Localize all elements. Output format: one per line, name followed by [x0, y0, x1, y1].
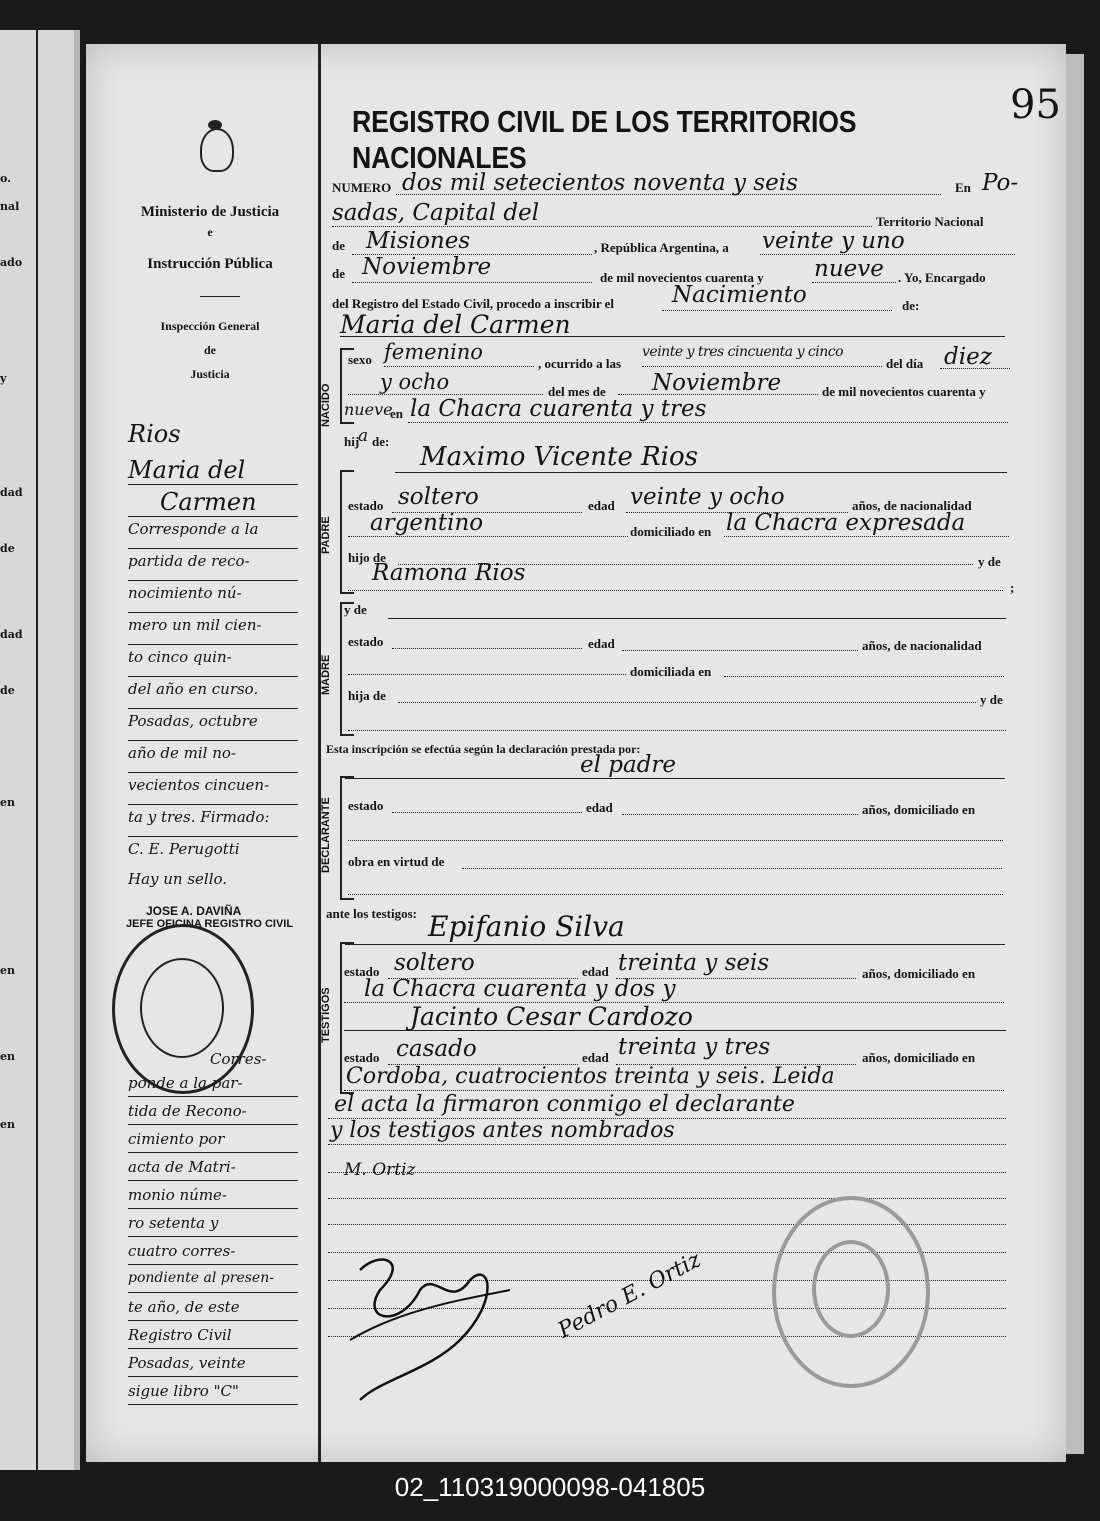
margin-line: vecientos cincuen- — [128, 776, 270, 794]
margin-rule — [128, 1236, 298, 1237]
margin-line: Rios — [128, 420, 181, 448]
stub-text: dad — [0, 486, 23, 499]
signature-1: M. Ortiz — [344, 1160, 416, 1180]
margin-rule — [128, 1152, 298, 1153]
margin-rule — [128, 548, 298, 549]
padre-section-label: PADRE — [320, 516, 332, 554]
testigos-label: ante los testigos: — [326, 906, 417, 921]
t1-edad-label: edad — [582, 964, 609, 979]
testigo2-edad: treinta y tres — [618, 1034, 771, 1060]
ocurrido-label: , ocurrido a las — [538, 356, 622, 371]
margin-line: Maria del — [128, 456, 246, 484]
stub-text: en — [0, 964, 15, 977]
official-title: JEFE OFICINA REGISTRO CIVIL — [126, 918, 294, 930]
republica-label: , República Argentina, a — [594, 240, 729, 255]
ministry-line1: Ministerio de Justicia — [140, 204, 280, 220]
signature-scribble — [340, 1230, 520, 1410]
dia-nac-value-1: diez — [944, 344, 992, 370]
domiciliado-label: domiciliado en — [630, 524, 712, 539]
hijo-suffix: a — [358, 426, 369, 446]
lugar-nac-value: la Chacra cuarenta y tres — [410, 396, 707, 422]
del-dia-label: del día — [886, 356, 924, 371]
testigo1-domicilio: la Chacra cuarenta y dos y — [364, 976, 676, 1002]
t2-anios-label: años, domiciliado en — [862, 1050, 976, 1065]
dotted-line — [392, 648, 582, 649]
margin-rule — [128, 1376, 298, 1377]
margin-line: Posadas, veinte — [128, 1354, 246, 1372]
dotted-line — [344, 1090, 1004, 1091]
testigo2-domicilio: Cordoba, cuatrocientos treinta y seis. Leida — [346, 1064, 835, 1089]
padre-madre: Ramona Rios — [372, 560, 526, 586]
testigo1-estado: soltero — [394, 950, 475, 976]
declarante-value: el padre — [580, 752, 677, 778]
solid-line — [395, 472, 1007, 473]
de-label: de — [332, 238, 345, 253]
margin-line: ponde a la par- — [128, 1074, 243, 1092]
anio-nac-value: nueve — [344, 400, 393, 419]
margin-line: Carmen — [160, 488, 257, 516]
dotted-line — [348, 394, 543, 395]
dotted-line — [812, 282, 896, 283]
solid-line — [388, 618, 1006, 619]
madre-section-label: MADRE — [320, 654, 332, 696]
dotted-line — [462, 868, 1002, 869]
testigos-section-label: TESTIGOS — [320, 987, 332, 1043]
anio-nac-label: de mil novecientos cuarenta y — [822, 384, 986, 399]
margin-rule — [128, 804, 298, 805]
cierre-line-1: el acta la firmaron conmigo el declarante — [334, 1092, 795, 1117]
dotted-line — [328, 1172, 1006, 1173]
padre-domicilio: la Chacra expresada — [726, 510, 966, 536]
hora-value: veinte y tres cincuenta y cinco — [642, 344, 844, 360]
margin-line: sigue libro "C" — [128, 1382, 239, 1400]
sexo-value: femenino — [384, 340, 483, 364]
numero-label: NUMERO — [332, 180, 392, 195]
madre-estado-label: estado — [348, 634, 384, 649]
nacido-section-label: NACIDO — [320, 383, 332, 427]
margin-line: mero un mil cien- — [128, 616, 262, 634]
stub-text: de — [0, 542, 15, 555]
dotted-line — [642, 366, 882, 367]
margin-rule — [128, 580, 298, 581]
ministry-divider — [200, 296, 240, 297]
dotted-line — [622, 814, 858, 815]
margin-line: to cinco quin- — [128, 648, 232, 666]
dotted-line — [348, 536, 628, 537]
yo-label: . Yo, Encargado — [898, 270, 986, 285]
stub-text: o. — [0, 172, 11, 185]
binding-line — [318, 44, 321, 1462]
margin-rule — [128, 740, 298, 741]
anios-nacionalidad-label: años, de nacionalidad — [852, 498, 972, 513]
margin-line: año de mil no- — [128, 744, 236, 762]
estado-label: estado — [348, 498, 384, 513]
acto-value: Nacimiento — [672, 282, 807, 308]
decl-anios-label: años, domiciliado en — [862, 802, 976, 817]
section-brace — [340, 470, 354, 594]
dotted-line — [328, 1198, 1006, 1199]
image-id-caption: 02_110319000098-041805 — [394, 1472, 706, 1502]
anio-value: nueve — [814, 256, 884, 282]
dotted-line — [348, 894, 1003, 895]
signature-2: Pedro E. Ortiz — [554, 1247, 706, 1344]
y-de-label: y de — [978, 554, 1001, 569]
page-title: REGISTRO CIVIL DE LOS TERRITORIOS NACIONALES — [352, 104, 857, 175]
declaracion-label: Esta inscripción se efectúa según la declaración prestada por: — [326, 742, 641, 756]
dotted-line — [724, 676, 1004, 677]
dotted-line — [392, 812, 582, 813]
stub-text: ado — [0, 256, 23, 269]
margin-line: pondiente al presen- — [128, 1270, 274, 1286]
madre-y-de-label: y de — [980, 692, 1003, 707]
margin-line: nocimiento nú- — [128, 584, 242, 602]
nombre-value: Maria del Carmen — [340, 310, 571, 339]
en-lugar-label: en — [390, 406, 403, 421]
madre-anios-label: años, de nacionalidad — [862, 638, 982, 653]
anio-label: de mil novecientos cuarenta y — [600, 270, 764, 285]
margin-rule — [128, 1208, 298, 1209]
official-name: JOSE A. DAVIÑA — [146, 904, 242, 918]
solid-line — [345, 778, 1005, 779]
dotted-line — [398, 702, 976, 703]
cierre-line-2: y los testigos antes nombrados — [330, 1118, 675, 1143]
margin-rule — [128, 676, 298, 677]
padre-estado: soltero — [398, 484, 479, 510]
decl-edad-label: edad — [586, 800, 613, 815]
margin-line: ta y tres. Firmado: — [128, 808, 270, 826]
solid-line — [345, 944, 1005, 945]
dia-value: veinte y uno — [762, 228, 905, 254]
dotted-line — [724, 536, 1009, 537]
dotted-line — [622, 650, 858, 651]
margin-line: Hay un sello. — [128, 870, 228, 888]
stub-text: dad — [0, 628, 23, 641]
dotted-line — [384, 366, 534, 367]
dotted-line — [348, 674, 626, 675]
madre-domiciliada-label: domiciliada en — [630, 664, 712, 679]
dotted-line — [408, 422, 1008, 423]
registro-label: del Registro del Estado Civil, procedo a inscribir el — [332, 296, 615, 311]
stub-text: y — [0, 372, 7, 385]
t1-anios-label: años, domiciliado en — [862, 966, 976, 981]
mes-nac-value: Noviembre — [652, 370, 782, 396]
hija-de-label: hija de — [348, 688, 386, 703]
margin-line: acta de Matri- — [128, 1158, 236, 1176]
t2-estado-label: estado — [344, 1050, 380, 1065]
section-brace — [340, 776, 354, 900]
margin-line: Registro Civil — [128, 1326, 232, 1344]
testigo1-nombre: Epifanio Silva — [428, 910, 625, 943]
stub-text: en — [0, 796, 15, 809]
margin-rule — [128, 1320, 298, 1321]
y-de-label: y de — [344, 602, 367, 617]
margin-line: del año en curso. — [128, 680, 259, 698]
official-stamp-inner-icon — [140, 958, 224, 1058]
stub-text: en — [0, 1050, 15, 1063]
margin-rule — [128, 484, 298, 485]
ministry-line2: e — [207, 225, 213, 239]
dotted-line — [760, 254, 1015, 255]
padre-nacionalidad: argentino — [370, 510, 484, 536]
padre-edad: veinte y ocho — [630, 484, 785, 510]
dotted-line — [348, 840, 1003, 841]
ministry-line6: Justicia — [190, 367, 230, 381]
hijo-de-label: de: — [372, 434, 390, 449]
margin-line: C. E. Perugotti — [128, 840, 240, 858]
dotted-line — [352, 282, 592, 283]
margin-rule — [128, 1124, 298, 1125]
testigo2-nombre: Jacinto Cesar Cardozo — [410, 1002, 693, 1031]
margin-line: Corresponde a la — [128, 520, 259, 538]
stub-text: de — [0, 684, 15, 697]
margin-rule — [128, 644, 298, 645]
dia-nac-value-2: y ocho — [380, 370, 450, 394]
edad-label: edad — [588, 498, 615, 513]
semicolon: ; — [1010, 580, 1015, 595]
dotted-line — [328, 1144, 1006, 1145]
del-mes-label: del mes de — [548, 384, 606, 399]
mes-value: Noviembre — [362, 254, 492, 280]
dotted-line — [348, 590, 1003, 591]
t2-edad-label: edad — [582, 1050, 609, 1065]
ministry-line5: de — [204, 343, 216, 357]
dotted-line — [662, 310, 892, 311]
margin-rule — [128, 612, 298, 613]
margin-line: Corres- — [210, 1050, 267, 1068]
national-emblem-icon — [200, 128, 234, 172]
sheet-edge — [1066, 54, 1084, 1454]
margin-rule — [128, 1404, 298, 1405]
testigo1-edad: treinta y seis — [618, 950, 770, 976]
numero-value: dos mil setecientos noventa y seis — [402, 170, 798, 196]
registry-seal-inner-icon — [812, 1240, 890, 1338]
margin-line: cuatro corres- — [128, 1242, 236, 1260]
margin-rule — [128, 708, 298, 709]
stub-text: en — [0, 1118, 15, 1131]
en-label: En — [955, 180, 971, 195]
dotted-line — [332, 226, 872, 227]
margin-rule — [128, 516, 298, 517]
margin-rule — [128, 1292, 298, 1293]
madre-edad-label: edad — [588, 636, 615, 651]
hijo-de-label: hijo de — [348, 550, 386, 565]
margin-rule — [128, 1264, 298, 1265]
margin-line: Posadas, octubre — [128, 712, 258, 730]
t1-estado-label: estado — [344, 964, 380, 979]
margin-line: cimiento por — [128, 1130, 225, 1148]
margin-rule — [128, 1348, 298, 1349]
section-brace — [340, 602, 354, 736]
margin-line: tida de Recono- — [128, 1102, 247, 1120]
margin-rule — [128, 772, 298, 773]
padre-nombre: Maximo Vicente Rios — [420, 442, 698, 472]
margin-line: ro setenta y — [128, 1214, 219, 1232]
margin-line: partida de reco- — [128, 552, 250, 570]
left-page-edge — [0, 30, 80, 1470]
margin-line: monio núme- — [128, 1186, 228, 1204]
ministry-line3: Instrucción Pública — [147, 256, 273, 272]
territorio-label: Territorio Nacional — [876, 214, 984, 229]
margin-rule — [128, 1096, 298, 1097]
de-colon-label: de: — [902, 298, 920, 313]
sexo-label: sexo — [348, 352, 372, 367]
margin-line: te año, de este — [128, 1298, 240, 1316]
page-number: 95 — [1010, 82, 1061, 128]
testigo2-estado: casado — [396, 1036, 477, 1062]
margin-rule — [128, 836, 298, 837]
lugar-value-2: sadas, Capital del — [332, 200, 540, 226]
lugar-value-1: Po- — [982, 170, 1019, 196]
ministry-line4: Inspección General — [160, 319, 260, 333]
margin-rule — [128, 1180, 298, 1181]
hijo-label: hij — [344, 434, 360, 449]
decl-estado-label: estado — [348, 798, 384, 813]
de-label: de — [332, 266, 345, 281]
obra-label: obra en virtud de — [348, 854, 445, 869]
dotted-line — [348, 730, 1006, 731]
declarante-section-label: DECLARANTE — [320, 797, 332, 873]
stub-text: nal — [0, 200, 20, 213]
territorio-value: Misiones — [366, 228, 471, 254]
